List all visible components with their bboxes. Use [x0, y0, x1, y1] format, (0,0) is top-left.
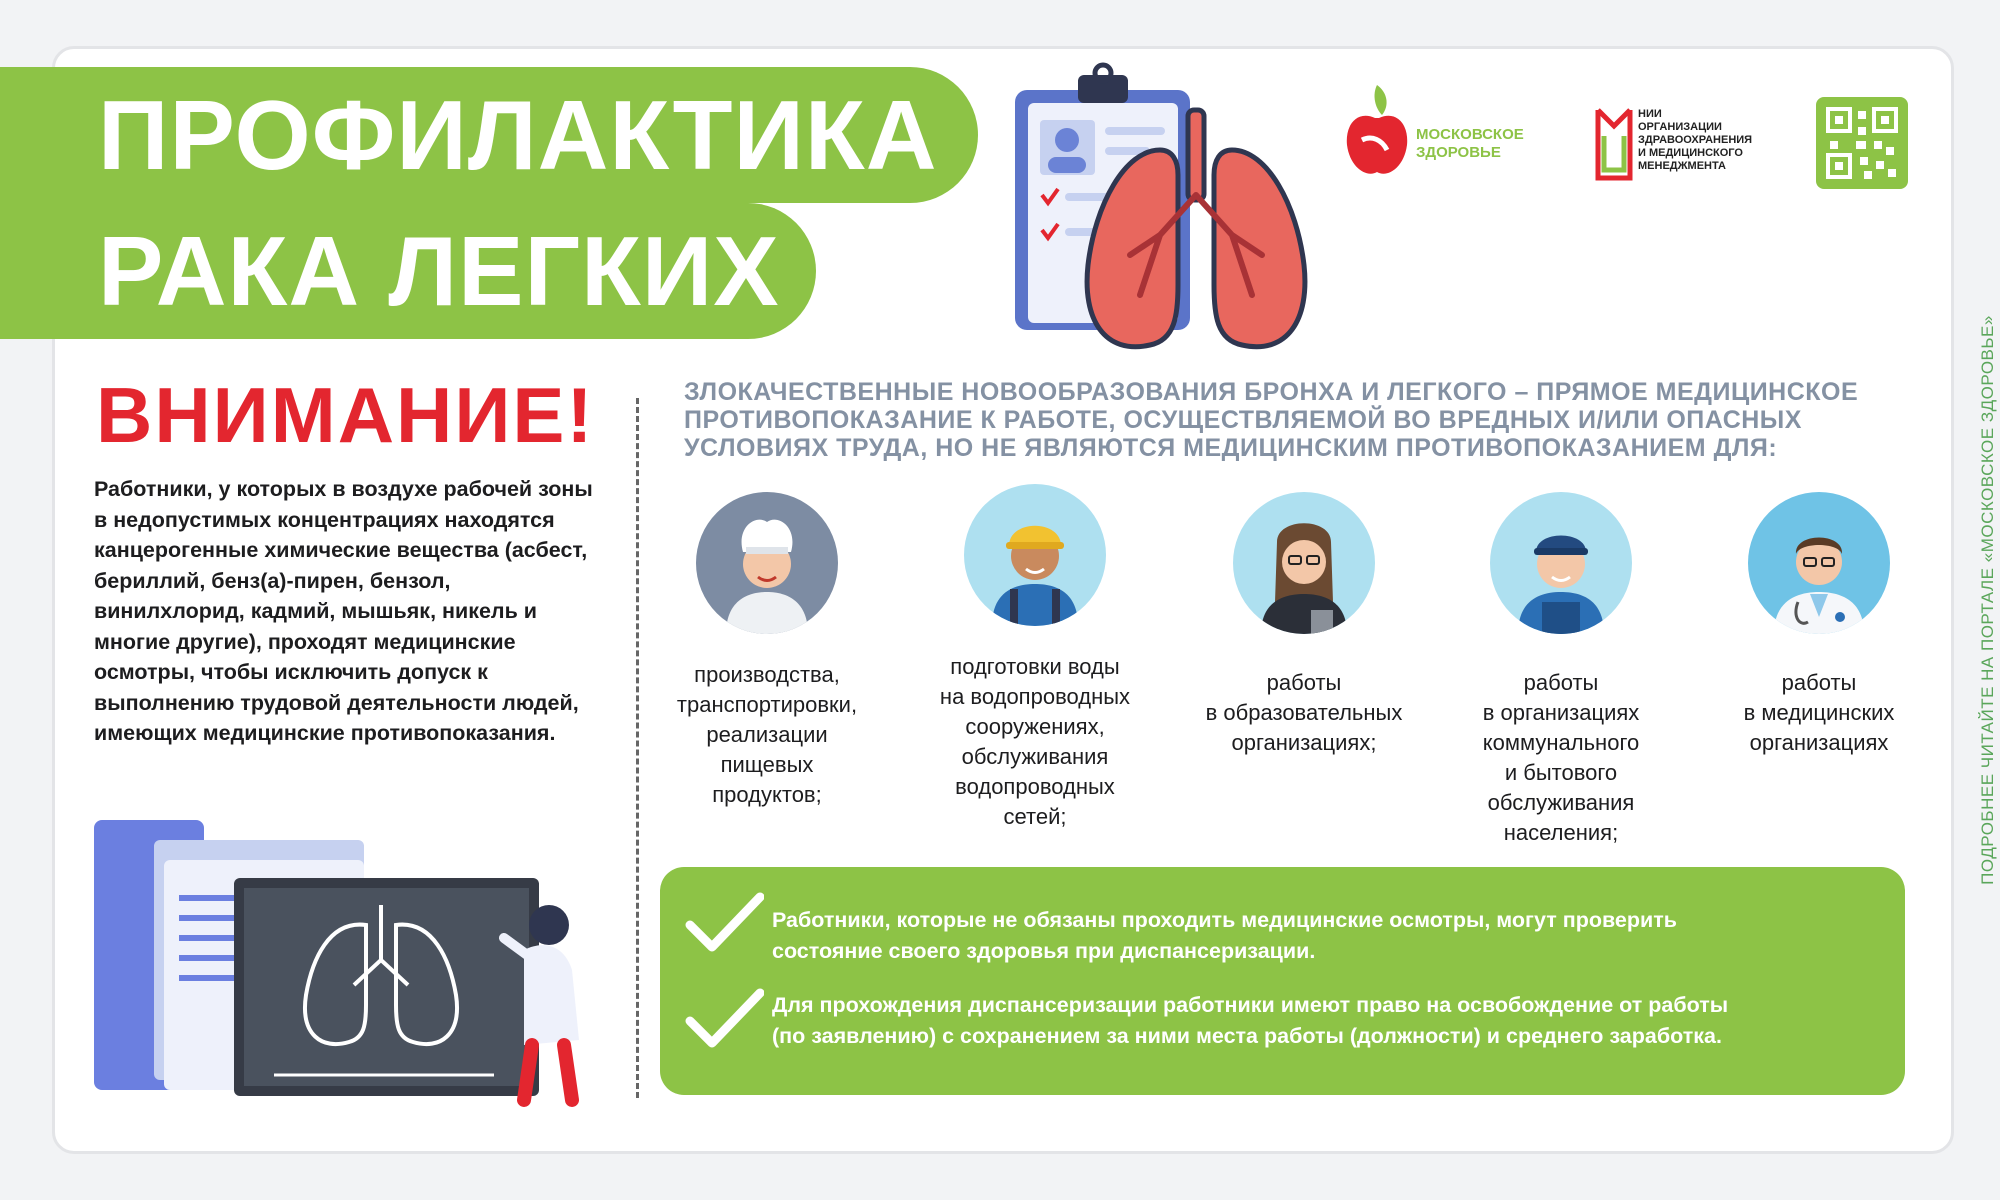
caption-line: подготовки воды [950, 654, 1120, 679]
caption-line: населения; [1503, 820, 1619, 845]
caption-line: коммунального [1482, 730, 1640, 755]
checkmark-icon [684, 987, 764, 1051]
profession-food [652, 492, 882, 810]
caption-line: в образовательных [1205, 700, 1403, 725]
profession-communal [1446, 492, 1676, 848]
caption-line: производства, [694, 662, 840, 687]
caption-line: работы [1781, 670, 1857, 695]
caption-line: организациях; [1231, 730, 1377, 755]
note-1 [772, 905, 1882, 967]
caption-line: обслуживания [961, 744, 1109, 769]
nii-line-2: ОРГАНИЗАЦИИ [1638, 121, 1722, 133]
caption-line: продуктов; [712, 782, 822, 807]
nii-line-1: НИИ [1638, 108, 1662, 120]
moscow-health-logo [1342, 80, 1562, 184]
title-line-1 [0, 67, 978, 203]
caption-line: реализации [706, 722, 828, 747]
logo-mz-line1: МОСКОВСКОЕ [1416, 126, 1524, 143]
caption-line: водопроводных [955, 774, 1115, 799]
teacher-icon [1233, 492, 1375, 634]
intro-text [684, 378, 1904, 462]
caption-line: в организациях [1482, 700, 1640, 725]
caption-line: транспортировки, [676, 692, 858, 717]
left-paragraph: Работники, у которых в воздухе рабочей зоны в недопустимых концентрациях находятся канцерогенные химические вещества (асбест, бериллий, бенз(а)-пирен, бензол, винилхлорид, кадмий, мышьяк, никель и многие другие), проходят медицинские осмотры, чтобы исключить допуск к выполнению трудовой деятельности людей, имеющих медицинские противопоказания. [94, 477, 593, 745]
checkmark-icon [684, 891, 764, 955]
caption-line: сетей; [1003, 804, 1067, 829]
section-divider [636, 398, 639, 1098]
note-2-line-2: (по заявлению) с сохранением за ними места работы (должности) и среднего заработка. [772, 1024, 1722, 1048]
note-1-line-2: состояние своего здоровья при диспансеризации. [772, 939, 1316, 963]
title-line-2 [0, 203, 816, 339]
xray-illustration [94, 810, 614, 1110]
qr-code-icon[interactable] [1816, 97, 1908, 189]
lungs-clipboard-illustration [1000, 55, 1320, 355]
nii-line-4: И МЕДИЦИНСКОГО [1638, 147, 1743, 159]
apple-logo-icon [1342, 80, 1412, 184]
note-2 [772, 990, 1882, 1052]
notes-box [660, 867, 1905, 1095]
caption-line: пищевых [720, 752, 814, 777]
caption-line: в медицинских [1743, 700, 1895, 725]
intro-line-2: ПРОТИВОПОКАЗАНИЕ К РАБОТЕ, ОСУЩЕСТВЛЯЕМОЙ ВО ВРЕДНЫХ И/ИЛИ ОПАСНЫХ [684, 406, 1802, 434]
caption-line: работы [1523, 670, 1599, 695]
side-text: ПОДРОБНЕЕ ЧИТАЙТЕ НА ПОРТАЛЕ «МОСКОВСКОЕ ЗДОРОВЬЕ» [1978, 315, 1997, 885]
caption-line: на водопроводных [939, 684, 1131, 709]
intro-line-3: УСЛОВИЯХ ТРУДА, НО НЕ ЯВЛЯЮТСЯ МЕДИЦИНСКИМ ПРОТИВОПОКАЗАНИЕМ ДЛЯ: [684, 434, 1778, 462]
profession-education [1189, 492, 1419, 758]
profession-water [920, 484, 1150, 832]
nii-line-3: ЗДРАВООХРАНЕНИЯ [1638, 134, 1753, 146]
caption-line: и бытового [1504, 760, 1618, 785]
profession-medical [1704, 492, 1934, 758]
logo-mz-line2: ЗДОРОВЬЕ [1416, 144, 1501, 161]
chef-icon [696, 492, 838, 634]
attention-heading: ВНИМАНИЕ! [96, 371, 595, 459]
builder-icon [964, 484, 1106, 626]
doctor-icon [1748, 492, 1890, 634]
nii-logo [1594, 106, 1764, 186]
caption-line: работы [1266, 670, 1342, 695]
title-text-1: ПРОФИЛАКТИКА [98, 79, 938, 190]
note-1-line-1: Работники, которые не обязаны проходить медицинские осмотры, могут проверить [772, 908, 1677, 932]
nii-book-icon [1594, 106, 1634, 182]
caption-line: сооружениях, [965, 714, 1105, 739]
note-2-line-1: Для прохождения диспансеризации работники имеют право на освобождение от работы [772, 993, 1729, 1017]
caption-line: обслуживания [1487, 790, 1635, 815]
worker-icon [1490, 492, 1632, 634]
title-text-2: РАКА ЛЕГКИХ [98, 215, 780, 326]
nii-line-5: МЕНЕДЖМЕНТА [1638, 160, 1726, 172]
intro-line-1: ЗЛОКАЧЕСТВЕННЫЕ НОВООБРАЗОВАНИЯ БРОНХА И ЛЕГКОГО – ПРЯМОЕ МЕДИЦИНСКОЕ [684, 378, 1859, 406]
caption-line: организациях [1749, 730, 1889, 755]
